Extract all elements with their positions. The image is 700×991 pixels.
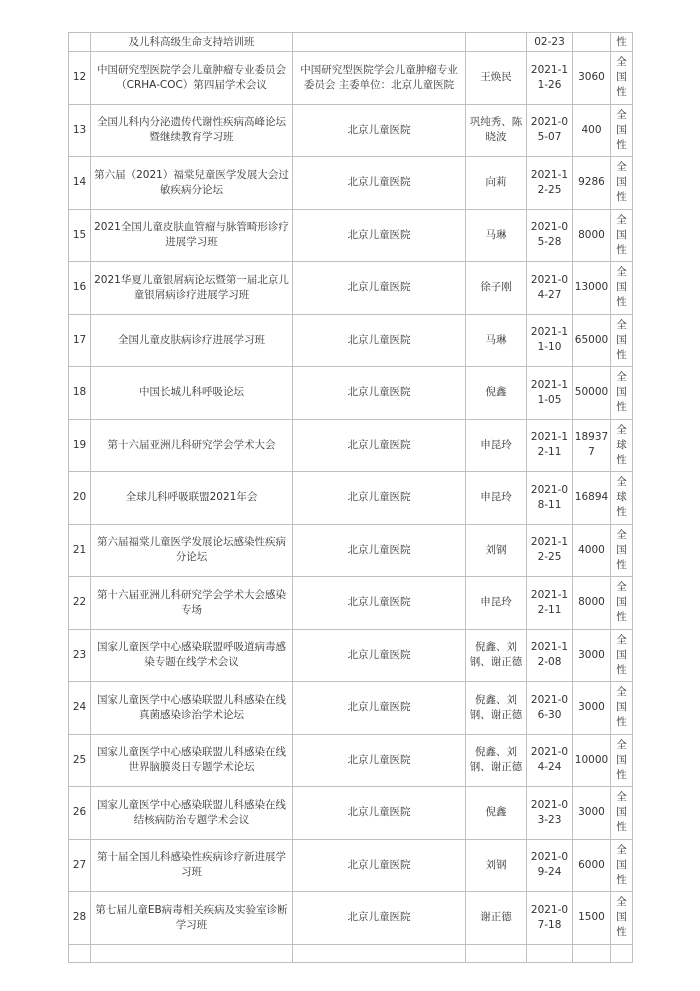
table-row <box>69 472 633 525</box>
cell-date: 2021-11-05 <box>527 367 573 420</box>
cell-name: 全国儿童皮肤病诊疗进展学习班 <box>91 314 293 367</box>
cell-name: 第六届（2021）福棠兒童医学发展大会过敏疾病分论坛 <box>91 157 293 210</box>
cell-scope: 全球性 <box>611 419 633 472</box>
cell-organizer: 北京儿童医院 <box>293 524 466 577</box>
cell-attendees: 13000 <box>573 262 611 315</box>
cell-date: 2021-11-26 <box>527 52 573 105</box>
table-row <box>69 577 633 630</box>
cell-scope: 全国性 <box>611 314 633 367</box>
cell-name: 全球儿科呼吸联盟2021年会 <box>91 472 293 525</box>
cell-scope: 全国性 <box>611 367 633 420</box>
cell-attendees <box>573 33 611 52</box>
cell-organizer: 北京儿童医院 <box>293 419 466 472</box>
cell-scope: 全国性 <box>611 262 633 315</box>
cell-index: 14 <box>69 157 91 210</box>
cell-host: 倪鑫、刘钢、谢正德 <box>466 629 527 682</box>
cell-index: 18 <box>69 367 91 420</box>
cell-name: 全国儿科内分泌遗传代谢性疾病高峰论坛暨继续教育学习班 <box>91 104 293 157</box>
cell-scope: 全国性 <box>611 839 633 892</box>
cell-organizer: 北京儿童医院 <box>293 367 466 420</box>
cell-index: 13 <box>69 104 91 157</box>
cell-organizer: 北京儿童医院 <box>293 734 466 787</box>
cell-index: 23 <box>69 629 91 682</box>
table-row <box>69 52 633 105</box>
cell-attendees: 16894 <box>573 472 611 525</box>
cell-attendees: 4000 <box>573 524 611 577</box>
cell-host: 谢正德 <box>466 892 527 945</box>
cell-attendees: 50000 <box>573 367 611 420</box>
cell-name: 及儿科高级生命支持培训班 <box>91 33 293 52</box>
empty-cell <box>91 944 293 962</box>
cell-index: 21 <box>69 524 91 577</box>
empty-cell <box>69 944 91 962</box>
cell-date: 2021-12-11 <box>527 419 573 472</box>
table-row <box>69 734 633 787</box>
cell-date: 2021-04-27 <box>527 262 573 315</box>
cell-host: 倪鑫、刘钢、谢正德 <box>466 682 527 735</box>
cell-scope: 全国性 <box>611 787 633 840</box>
cell-attendees: 10000 <box>573 734 611 787</box>
cell-date: 2021-12-11 <box>527 577 573 630</box>
cell-index: 16 <box>69 262 91 315</box>
cell-index: 28 <box>69 892 91 945</box>
table-row <box>69 839 633 892</box>
table-row <box>69 682 633 735</box>
empty-cell <box>466 944 527 962</box>
cell-index: 24 <box>69 682 91 735</box>
cell-scope: 全国性 <box>611 629 633 682</box>
table-row-partial-bottom <box>69 944 633 962</box>
cell-host: 倪鑫 <box>466 787 527 840</box>
table-row <box>69 367 633 420</box>
cell-name: 第十届全国儿科感染性疾病诊疗新进展学习班 <box>91 839 293 892</box>
cell-date: 02-23 <box>527 33 573 52</box>
cell-name: 中国研究型医院学会儿童肿瘤专业委员会（CRHA-COC）第四届学术会议 <box>91 52 293 105</box>
cell-attendees: 3060 <box>573 52 611 105</box>
cell-organizer: 北京儿童医院 <box>293 892 466 945</box>
cell-host: 马琳 <box>466 314 527 367</box>
cell-name: 2021华夏儿童银屑病论坛暨第一届北京儿童银屑病诊疗进展学习班 <box>91 262 293 315</box>
cell-attendees: 1500 <box>573 892 611 945</box>
cell-host: 申昆玲 <box>466 577 527 630</box>
cell-organizer: 北京儿童医院 <box>293 314 466 367</box>
empty-cell <box>611 944 633 962</box>
cell-scope: 全国性 <box>611 104 633 157</box>
table-row <box>69 314 633 367</box>
cell-name: 国家儿童医学中心感染联盟儿科感染在线结核病防治专题学术会议 <box>91 787 293 840</box>
cell-name: 国家儿童医学中心感染联盟儿科感染在线真菌感染诊治学术论坛 <box>91 682 293 735</box>
cell-name: 第十六届亚洲儿科研究学会学术大会感染专场 <box>91 577 293 630</box>
cell-host: 向莉 <box>466 157 527 210</box>
cell-name: 第十六届亚洲儿科研究学会学术大会 <box>91 419 293 472</box>
cell-attendees: 3000 <box>573 787 611 840</box>
table-row <box>69 262 633 315</box>
cell-organizer: 北京儿童医院 <box>293 787 466 840</box>
cell-date: 2021-11-10 <box>527 314 573 367</box>
cell-date: 2021-12-25 <box>527 157 573 210</box>
cell-organizer: 北京儿童医院 <box>293 629 466 682</box>
empty-cell <box>573 944 611 962</box>
cell-date: 2021-03-23 <box>527 787 573 840</box>
cell-organizer <box>293 33 466 52</box>
cell-date: 2021-06-30 <box>527 682 573 735</box>
cell-name: 第七届儿童EB病毒相关疾病及实验室诊断学习班 <box>91 892 293 945</box>
cell-name: 中国长城儿科呼吸论坛 <box>91 367 293 420</box>
cell-host: 申昆玲 <box>466 472 527 525</box>
cell-host: 徐子刚 <box>466 262 527 315</box>
cell-organizer: 北京儿童医院 <box>293 682 466 735</box>
cell-scope: 全国性 <box>611 577 633 630</box>
empty-cell <box>527 944 573 962</box>
cell-date: 2021-05-07 <box>527 104 573 157</box>
cell-attendees: 189377 <box>573 419 611 472</box>
table-row <box>69 524 633 577</box>
cell-date: 2021-09-24 <box>527 839 573 892</box>
cell-host: 马琳 <box>466 209 527 262</box>
cell-index: 20 <box>69 472 91 525</box>
cell-scope: 全国性 <box>611 524 633 577</box>
cell-host: 巩纯秀、陈晓波 <box>466 104 527 157</box>
cell-name: 国家儿童医学中心感染联盟呼吸道病毒感染专题在线学术会议 <box>91 629 293 682</box>
cell-attendees: 400 <box>573 104 611 157</box>
cell-organizer: 北京儿童医院 <box>293 472 466 525</box>
conference-table <box>68 32 633 963</box>
cell-scope: 性 <box>611 33 633 52</box>
conference-table-body <box>69 33 633 963</box>
cell-host: 倪鑫 <box>466 367 527 420</box>
cell-scope: 全国性 <box>611 892 633 945</box>
cell-organizer: 北京儿童医院 <box>293 157 466 210</box>
cell-attendees: 3000 <box>573 629 611 682</box>
cell-index: 25 <box>69 734 91 787</box>
cell-organizer: 北京儿童医院 <box>293 209 466 262</box>
table-row <box>69 629 633 682</box>
cell-organizer: 北京儿童医院 <box>293 839 466 892</box>
cell-date: 2021-12-08 <box>527 629 573 682</box>
cell-name: 2021全国儿童皮肤血管瘤与脉管畸形诊疗进展学习班 <box>91 209 293 262</box>
cell-index: 19 <box>69 419 91 472</box>
cell-index: 26 <box>69 787 91 840</box>
cell-scope: 全国性 <box>611 52 633 105</box>
cell-date: 2021-05-28 <box>527 209 573 262</box>
cell-attendees: 65000 <box>573 314 611 367</box>
cell-index <box>69 33 91 52</box>
cell-organizer: 中国研究型医院学会儿童肿瘤专业委员会 主委单位：北京儿童医院 <box>293 52 466 105</box>
cell-index: 17 <box>69 314 91 367</box>
cell-index: 12 <box>69 52 91 105</box>
table-row <box>69 787 633 840</box>
cell-date: 2021-12-25 <box>527 524 573 577</box>
cell-host <box>466 33 527 52</box>
table-row <box>69 892 633 945</box>
table-row-partial <box>69 33 633 52</box>
cell-host: 刘钢 <box>466 524 527 577</box>
cell-organizer: 北京儿童医院 <box>293 577 466 630</box>
cell-scope: 全球性 <box>611 472 633 525</box>
cell-scope: 全国性 <box>611 209 633 262</box>
cell-index: 22 <box>69 577 91 630</box>
cell-index: 27 <box>69 839 91 892</box>
cell-date: 2021-07-18 <box>527 892 573 945</box>
table-row <box>69 157 633 210</box>
cell-name: 第六届福棠儿童医学发展论坛感染性疾病分论坛 <box>91 524 293 577</box>
table-row <box>69 104 633 157</box>
cell-organizer: 北京儿童医院 <box>293 104 466 157</box>
cell-date: 2021-04-24 <box>527 734 573 787</box>
cell-scope: 全国性 <box>611 734 633 787</box>
cell-date: 2021-08-11 <box>527 472 573 525</box>
cell-attendees: 8000 <box>573 209 611 262</box>
cell-host: 申昆玲 <box>466 419 527 472</box>
cell-host: 刘钢 <box>466 839 527 892</box>
cell-host: 王焕民 <box>466 52 527 105</box>
cell-attendees: 9286 <box>573 157 611 210</box>
cell-attendees: 6000 <box>573 839 611 892</box>
cell-organizer: 北京儿童医院 <box>293 262 466 315</box>
table-row <box>69 209 633 262</box>
cell-index: 15 <box>69 209 91 262</box>
cell-host: 倪鑫、刘钢、谢正德 <box>466 734 527 787</box>
cell-name: 国家儿童医学中心感染联盟儿科感染在线世界脑膜炎日专题学术论坛 <box>91 734 293 787</box>
table-row <box>69 419 633 472</box>
cell-attendees: 3000 <box>573 682 611 735</box>
empty-cell <box>293 944 466 962</box>
cell-scope: 全国性 <box>611 157 633 210</box>
cell-scope: 全国性 <box>611 682 633 735</box>
cell-attendees: 8000 <box>573 577 611 630</box>
